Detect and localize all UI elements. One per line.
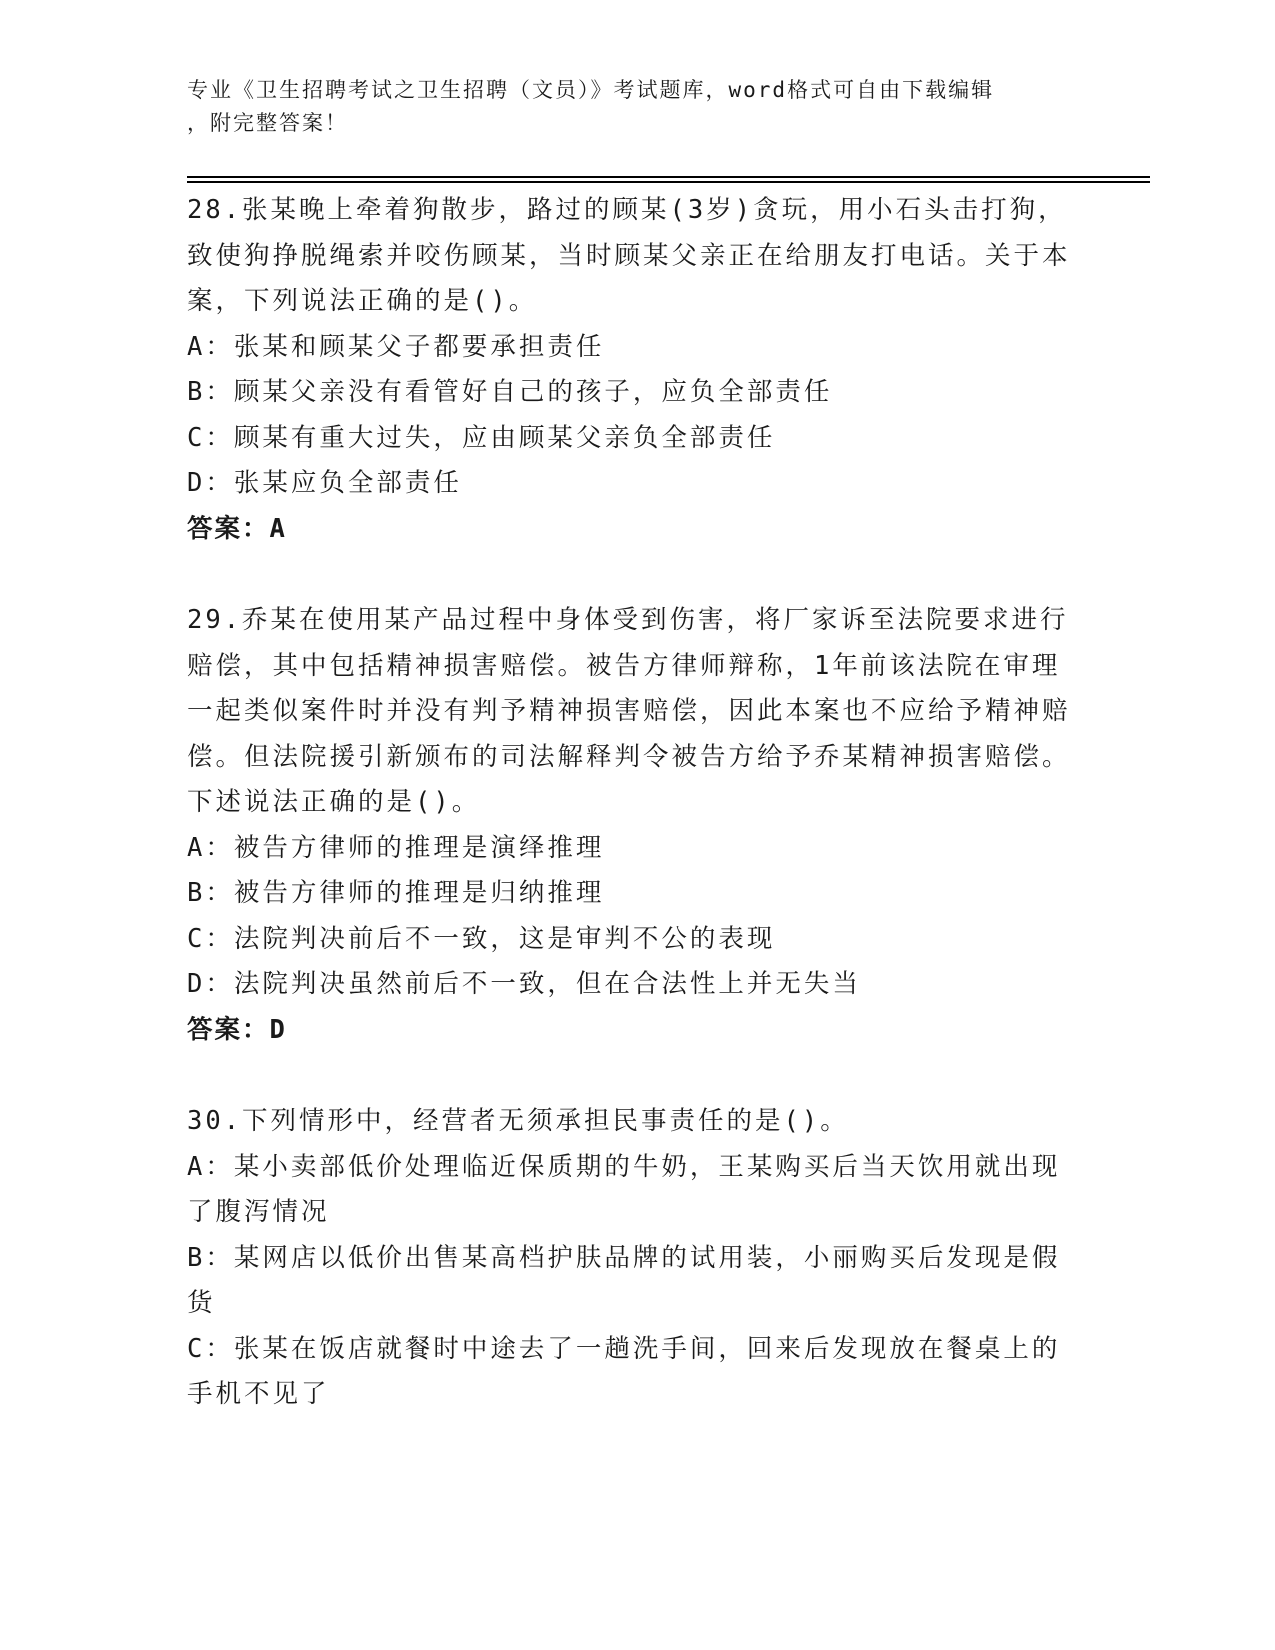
- option-b: B：被告方律师的推理是归纳推理: [187, 878, 605, 908]
- option-d: D：张某应负全部责任: [187, 468, 462, 498]
- header-divider-bottom: [187, 181, 1150, 183]
- question-text: 29.乔某在使用某产品过程中身体受到伤害，将厂家诉至法院要求进行赔偿，其中包括精神损害赔偿。被告方律师辩称，1年前该法院在审理一起类似案件时并没有判予精神损害赔偿，因此本案也不应给予精神赔偿。但法院援引新颁布的司法解释判令被告方给予乔某精神损害赔偿。下述说法正确的是()。: [187, 605, 1071, 817]
- spacer: [187, 1053, 1087, 1098]
- option-a: A：被告方律师的推理是演绎推理: [187, 832, 605, 863]
- document-header: [187, 74, 1087, 140]
- question-28: [187, 188, 1087, 552]
- answer-value: D: [269, 1014, 287, 1045]
- question-30: [187, 1099, 1087, 1418]
- question-text: 28.张某晚上牵着狗散步，路过的顾某(3岁)贪玩，用小石头击打狗，致使狗挣脱绳索并咬伤顾某，当时顾某父亲正在给朋友打电话。关于本案，下列说法正确的是()。: [187, 195, 1071, 316]
- answer-line: [187, 1008, 1087, 1054]
- option-a: A：张某和顾某父子都要承担责任: [187, 331, 605, 362]
- answer-value: A: [269, 513, 287, 544]
- answer-line: [187, 507, 1087, 553]
- option-c: C：法院判决前后不一致，这是审判不公的表现: [187, 923, 776, 954]
- header-divider-top: [187, 176, 1150, 178]
- spacer: [187, 552, 1087, 597]
- option-b: B：某网店以低价出售某高档护肤品牌的试用装，小丽购买后发现是假货: [187, 1242, 1061, 1318]
- option-a: A：某小卖部低价处理临近保质期的牛奶，王某购买后当天饮用就出现了腹泻情况: [187, 1151, 1061, 1227]
- answer-label: 答案：: [187, 1014, 270, 1045]
- option-d: D：法院判决虽然前后不一致，但在合法性上并无失当: [187, 969, 861, 999]
- header-line-2: ，附完整答案！: [187, 111, 348, 135]
- option-c: C：顾某有重大过失，应由顾某父亲负全部责任: [187, 422, 776, 453]
- question-list: [187, 187, 1087, 1418]
- option-b: B：顾某父亲没有看管好自己的孩子，应负全部责任: [187, 377, 833, 407]
- header-line-1: 专业《卫生招聘考试之卫生招聘（文员）》考试题库，word格式可自由下载编辑: [187, 78, 995, 102]
- answer-label: 答案：: [187, 513, 270, 544]
- option-c: C：张某在饭店就餐时中途去了一趟洗手间，回来后发现放在餐桌上的手机不见了: [187, 1333, 1061, 1409]
- question-text: 30.下列情形中，经营者无须承担民事责任的是()。: [187, 1106, 849, 1136]
- question-29: [187, 598, 1087, 1053]
